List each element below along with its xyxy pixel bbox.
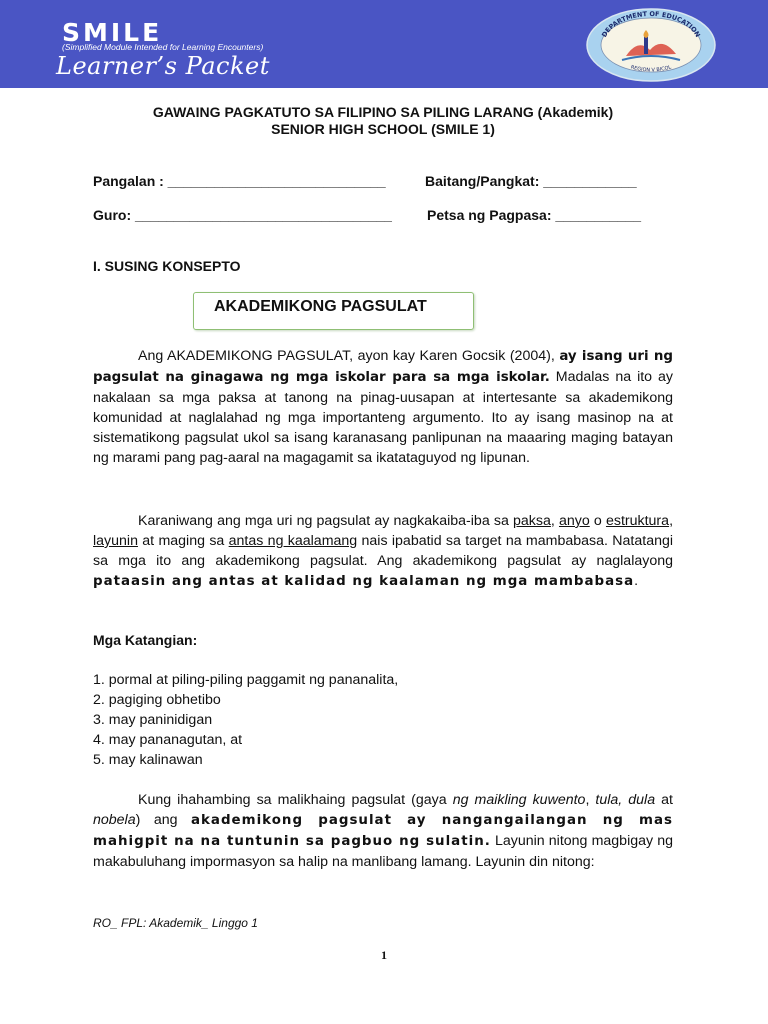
term-estruktura: estruktura — [605, 513, 670, 529]
document-title-line1: GAWAING PAGKATUTO SA FILIPINO SA PILING LARANG (Akademik) — [152, 104, 614, 120]
list-item: 3. may paninidigan — [93, 712, 213, 728]
seal-region: REGION V BICOL — [629, 64, 673, 74]
paragraph-types: Karaniwang ang mga uri ng pagsulat ay nagkakaiba-iba sa paksa, anyo o estruktura, layunin at maging sa antas ng kaalamang nais ipabatid sa target na mambabasa. Natatangi sa mga ito ang akademikong pagsulat. Ang akademikong pagsulat ay naglalayong pataasin ang antas at kalidad ng kaalaman ng mga mambabasa. — [93, 513, 674, 589]
characteristics-heading: Mga Katangian: — [93, 632, 198, 648]
list-item: 4. may pananagutan, at — [93, 732, 243, 748]
page-number: 1 — [381, 948, 387, 962]
grade-section-field: Baitang/Pangkat: ____________ — [425, 173, 637, 189]
term-antas: antas ng kaalamang — [228, 533, 358, 549]
deped-seal-logo — [586, 8, 716, 82]
section-heading: I. SUSING KONSEPTO — [93, 258, 241, 274]
list-item: 5. may kalinawan — [93, 752, 203, 768]
footer-code: RO_ FPL: Akademik_ Linggo 1 — [93, 916, 258, 930]
rules-emphasis: akademikong pagsulat ay nangangailangan ng mas mahigpit na na tuntunin sa pagbuo ng sulatin. — [93, 813, 674, 849]
brand-title: SMILE — [62, 18, 163, 47]
submission-date-field: Petsa ng Pagpasa: ___________ — [427, 207, 642, 223]
document-title-line2: SENIOR HIGH SCHOOL (SMILE 1) — [271, 121, 495, 137]
packet-title: Learner’s Packet — [56, 52, 270, 80]
header-banner — [0, 0, 768, 88]
boxed-title: AKADEMIKONG PAGSULAT — [193, 292, 474, 330]
paragraph-comparison: Kung ihahambing sa malikhaing pagsulat (gaya ng maikling kuwento, tula, dula at nobela) ang akademikong pagsulat ay nangangailangan ng mas mahigpit na na tuntunin sa pagbuo ng sulatin. Layunin nitong magbigay ng makabuluhang impormasyon sa halip na manlibang lamang. Layunin din nitong: — [93, 792, 674, 870]
brand-subtitle: (Simplified Module Intended for Learning Encounters) — [62, 42, 264, 52]
term-paksa: paksa — [513, 513, 551, 529]
term-anyo: anyo — [558, 513, 590, 529]
name-field: Pangalan : ____________________________ — [93, 173, 386, 189]
goal-emphasis: pataasin ang antas at kalidad ng kaalaman ng mga mambabasa — [93, 574, 635, 589]
paragraph-definition: Ang AKADEMIKONG PAGSULAT, ayon kay Karen Gocsik (2004), ay isang uri ng pagsulat na ginagawa ng mga iskolar para sa mga iskolar. Madalas na ito ay nakalaan sa mga paksa at tanong na pinag-uusapan at intertesante sa akademikong komunidad at naglalahad ng mga importanteng argumento. Ito ay isang masinop na at sistematikong pagsulat ukol sa isang karanasang panlipunan na maaaring maging batayan ng marami pang pag-aaral na magagamit sa ikatataguyod ng lipunan. — [93, 348, 673, 466]
term-layunin: layunin — [93, 533, 138, 549]
teacher-field: Guro: _________________________________ — [93, 207, 392, 223]
definition-emphasis: ay isang uri ng pagsulat na ginagawa ng mga iskolar para sa mga iskolar. — [93, 349, 673, 385]
characteristics-list — [93, 670, 398, 770]
list-item: 1. pormal at piling-piling paggamit ng pananalita, — [93, 672, 399, 688]
list-item: 2. pagiging obhetibo — [93, 692, 221, 708]
seal-text: DEPARTMENT OF EDUCATION — [600, 9, 702, 39]
